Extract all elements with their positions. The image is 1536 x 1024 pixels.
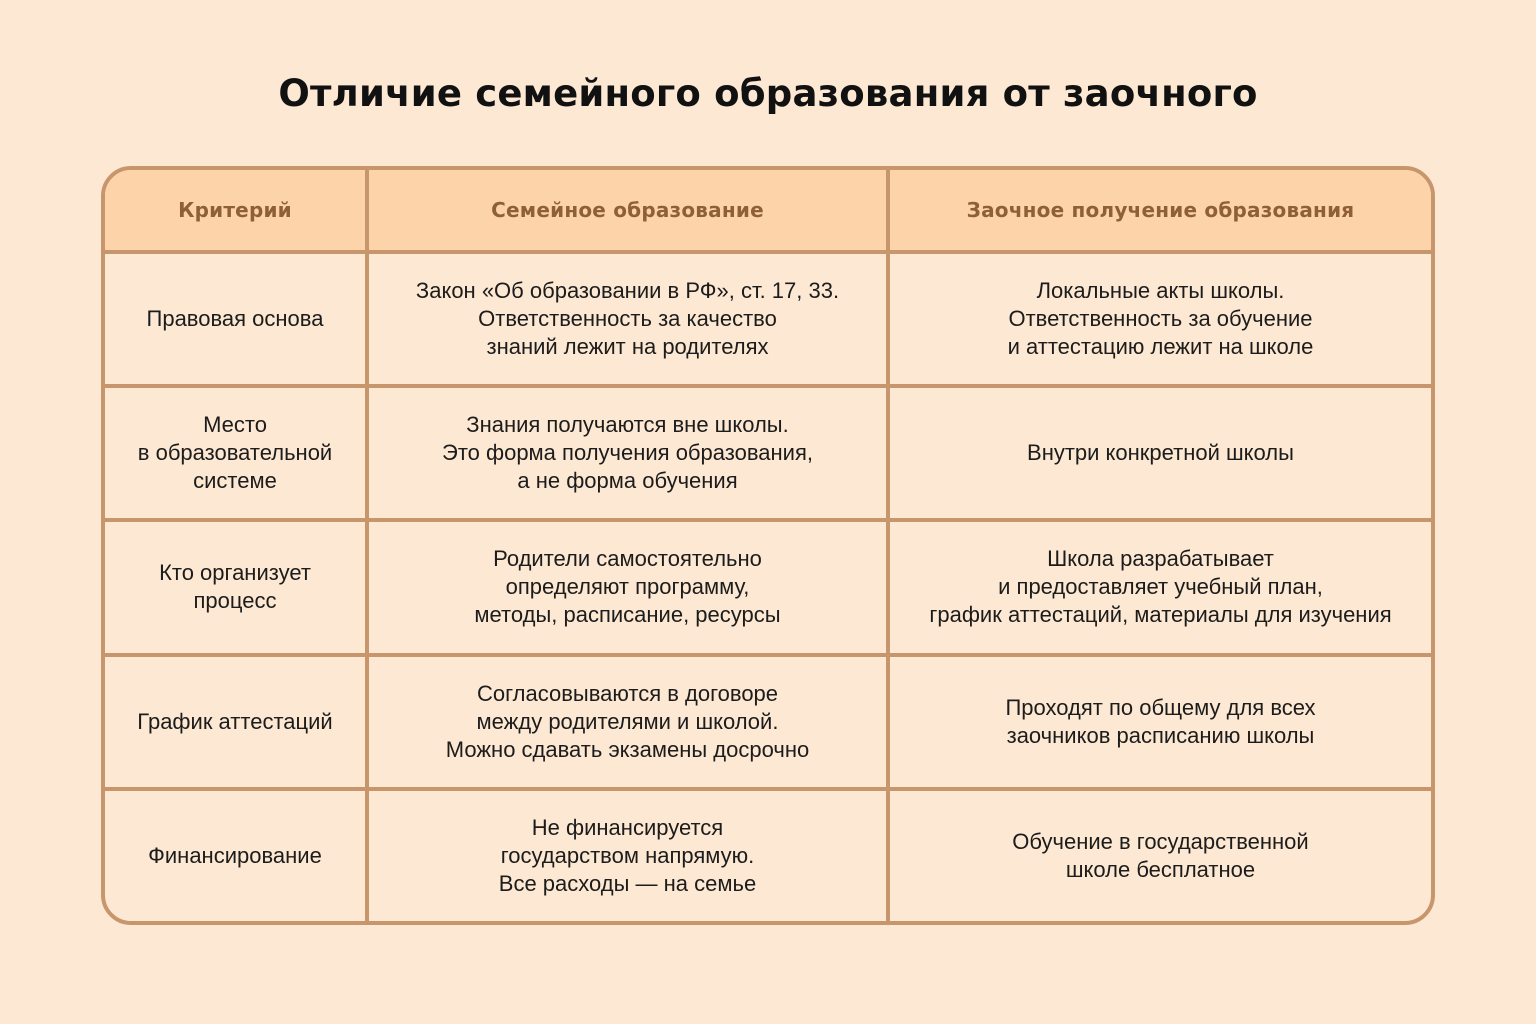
cell-line: Все расходы — на семье (498, 870, 757, 896)
cell-line: школе бесплатное (1065, 856, 1256, 882)
cell-line: Правовая основа (146, 306, 324, 332)
table-row (105, 252, 1431, 386)
header-correspondence-education: Заочное получение образования (888, 170, 1431, 252)
cell-line: Обучение в государственной (1012, 828, 1309, 854)
cell-line: Закон «Об образовании в РФ», ст. 17, 33. (415, 278, 840, 304)
cell-line: Это форма получения образования, (442, 440, 813, 466)
cell-line: в образовательной (137, 440, 333, 466)
criterion-cell (105, 252, 367, 386)
table-header-row (105, 170, 1431, 252)
cell-line: Не финансируется (531, 814, 724, 840)
table-row (105, 386, 1431, 520)
cell-line: и аттестацию лежит на школе (1007, 334, 1314, 360)
cell-line: Место (203, 412, 267, 438)
header-criterion: Критерий (105, 170, 367, 252)
cell-line: системе (193, 468, 277, 494)
criterion-cell (105, 386, 367, 520)
correspondence-cell (888, 789, 1431, 921)
criterion-cell (105, 655, 367, 789)
correspondence-cell (888, 655, 1431, 789)
cell-line: знаний лежит на родителях (486, 334, 769, 360)
family-cell (367, 655, 888, 789)
family-cell (367, 386, 888, 520)
family-cell (367, 789, 888, 921)
correspondence-cell (888, 386, 1431, 520)
cell-line: график аттестаций, материалы для изучения (929, 602, 1392, 628)
cell-line: Проходят по общему для всех (1005, 694, 1316, 720)
criterion-cell (105, 789, 367, 921)
cell-line: заочников расписанию школы (1006, 722, 1315, 748)
cell-line: График аттестаций (137, 708, 333, 734)
cell-line: Ответственность за качество (478, 306, 777, 332)
cell-line: Согласовываются в договоре (476, 680, 779, 706)
cell-line: Знания получаются вне школы. (466, 412, 789, 438)
correspondence-cell (888, 520, 1431, 654)
cell-line: методы, расписание, ресурсы (474, 602, 781, 628)
cell-line: Финансирование (148, 842, 322, 868)
header-family-education: Семейное образование (367, 170, 888, 252)
cell-line: процесс (193, 588, 277, 614)
cell-line: государством напрямую. (500, 842, 755, 868)
cell-line: между родителями и школой. (476, 708, 779, 734)
table-row (105, 789, 1431, 921)
cell-line: Ответственность за обучение (1008, 306, 1313, 332)
cell-line: Можно сдавать экзамены досрочно (445, 736, 810, 762)
criterion-cell (105, 520, 367, 654)
cell-line: Локальные акты школы. (1036, 278, 1285, 304)
cell-line: Внутри конкретной школы (1027, 440, 1294, 466)
page-title: Отличие семейного образования от заочного (278, 72, 1258, 115)
correspondence-cell (888, 252, 1431, 386)
cell-line: Кто организует (159, 560, 311, 586)
cell-line: Родители самостоятельно (493, 546, 762, 572)
cell-line: и предоставляет учебный план, (998, 574, 1323, 600)
family-cell (367, 252, 888, 386)
table-row (105, 655, 1431, 789)
cell-line: Школа разрабатывает (1047, 546, 1274, 572)
family-cell (367, 520, 888, 654)
cell-line: а не форма обучения (517, 468, 738, 494)
comparison-table (101, 166, 1435, 925)
table-row (105, 520, 1431, 654)
cell-line: определяют программу, (505, 574, 750, 600)
